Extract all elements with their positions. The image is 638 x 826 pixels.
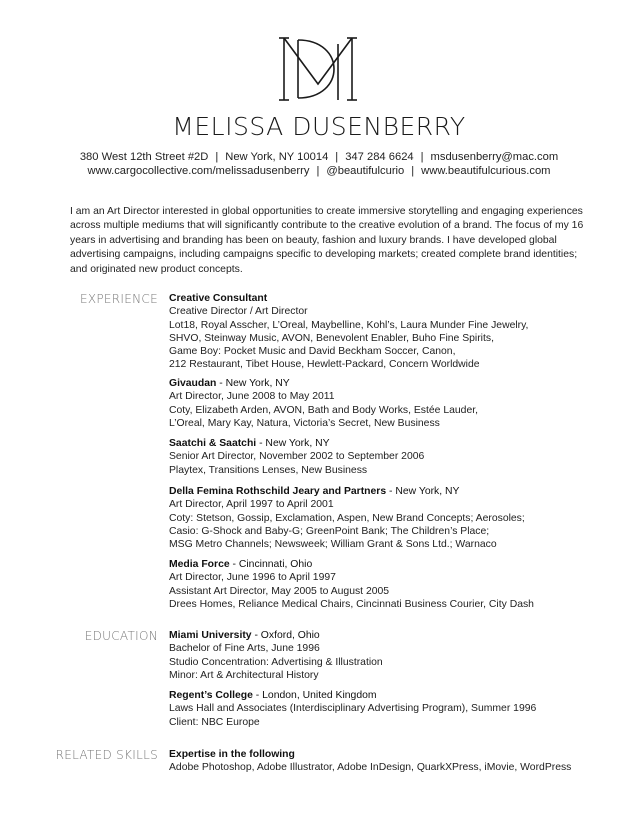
entry-location: - London, United Kingdom [252, 690, 377, 701]
entry-line: Art Director, June 1996 to April 1997 [169, 572, 336, 584]
separator: | [316, 165, 320, 177]
entry-heading [169, 292, 629, 305]
contact-line-2 [0, 163, 638, 179]
entry-line: Coty: Stetson, Gossip, Exclamation, Aspen, New Brand Concepts; Aerosoles; [169, 512, 525, 524]
entry-heading [169, 748, 629, 761]
entry-line: Art Director, June 2008 to May 2011 [169, 391, 335, 403]
entry-heading [169, 377, 629, 390]
entry-org: Saatchi & Saatchi [169, 438, 257, 449]
portfolio-link[interactable]: www.cargocollective.com/melissadusenberry [87, 165, 310, 177]
entry-line: Drees Homes, Reliance Medical Chairs, Cincinnati Business Courier, City Dash [169, 598, 534, 610]
skills-label: RELATED SKILLS [55, 748, 158, 762]
entry-line: Game Boy: Pocket Music and David Beckham Soccer, Canon, [169, 346, 456, 358]
social-handle[interactable]: @beautifulcurio [326, 165, 405, 177]
separator: | [215, 151, 219, 163]
entry-line: Studio Concentration: Advertising & Illustration [169, 656, 383, 668]
entry-location: - New York, NY [216, 378, 290, 389]
experience-entry [169, 377, 629, 430]
entry-heading [169, 629, 629, 642]
entry-line: 212 Restaurant, Tibet House, Hewlett-Packard, Concern Worldwide [169, 359, 480, 371]
entry-org: Media Force [169, 559, 230, 570]
entry-line: MSG Metro Channels; Newsweek; William Grant & Sons Ltd.; Warnaco [169, 539, 497, 551]
entry-line: SHVO, Steinway Music, AVON, Benevolent Enabler, Buho Fine Spirits, [169, 332, 494, 344]
education-label: EDUCATION [84, 629, 158, 643]
education-entry [169, 689, 629, 729]
entry-org: Creative Consultant [169, 293, 268, 304]
entry-line: Coty, Elizabeth Arden, AVON, Bath and Body Works, Estée Lauder, [169, 404, 479, 416]
entry-line: Assistant Art Director, May 2005 to August 2005 [169, 585, 390, 597]
entry-org: Expertise in the following [169, 749, 295, 760]
entry-org: Della Femina Rothschild Jeary and Partners [169, 486, 387, 497]
entry-location: - Cincinnati, Ohio [229, 559, 313, 570]
address-street: 380 West 12th Street #2D [79, 151, 209, 163]
education-entry [169, 629, 629, 682]
experience-label: EXPERIENCE [79, 292, 158, 306]
entry-line: Client: NBC Europe [169, 716, 260, 728]
summary-paragraph: I am an Art Director interested in global opportunities to create immersive storytelling and engaging experiences across multiple mediums that will significantly contribute to the creative evolution of a brand. The focus of my 16 years in advertising and branding has been on beauty, fashion and luxury brands. I have developed global advertising campaigns, including campaigns specific to developing markets; created complete brand identities; and originated new product concepts. [70, 206, 584, 275]
entry-location: - Oxford, Ohio [251, 630, 320, 641]
address-city: New York, NY 10014 [225, 151, 329, 163]
entry-org: Givaudan [169, 378, 217, 389]
entry-line: Minor: Art & Architectural History [169, 669, 319, 681]
candidate-name: MELISSA DUSENBERRY [172, 112, 466, 141]
entry-heading [169, 485, 629, 498]
entry-heading [169, 558, 629, 571]
entry-org: Miami University [169, 630, 252, 641]
entry-line: Playtex, Transitions Lenses, New Business [169, 464, 368, 476]
separator: | [411, 165, 415, 177]
entry-line: Laws Hall and Associates (Interdisciplinary Advertising Program), Summer 1996 [169, 703, 537, 715]
website-link[interactable]: www.beautifulcurious.com [421, 165, 551, 177]
entry-line: L’Oreal, Mary Kay, Natura, Victoria’s Secret, New Business [169, 417, 440, 429]
entry-heading [169, 689, 629, 702]
entry-location: - New York, NY [256, 438, 330, 449]
experience-entry [169, 485, 629, 551]
entry-line: Creative Director / Art Director [169, 306, 308, 318]
entry-location: - New York, NY [386, 486, 460, 497]
experience-entry [169, 558, 629, 611]
experience-entry [169, 292, 629, 372]
entry-line: Lot18, Royal Asscher, L’Oreal, Maybelline, Kohl’s, Laura Munder Fine Jewelry, [169, 319, 529, 331]
entry-line: Bachelor of Fine Arts, June 1996 [169, 643, 320, 655]
entry-org: Regent’s College [169, 690, 253, 701]
skills-entry [169, 748, 629, 775]
email-link[interactable]: msdusenberry@mac.com [430, 151, 559, 163]
entry-line: Adobe Photoshop, Adobe Illustrator, Adobe InDesign, QuarkXPress, iMovie, WordPress [169, 762, 572, 774]
separator: | [420, 151, 424, 163]
entry-line: Senior Art Director, November 2002 to September 2006 [169, 451, 425, 463]
entry-line: Casio: G-Shock and Baby-G; GreenPoint Bank; The Children’s Place; [169, 525, 490, 537]
experience-entry [169, 437, 629, 477]
phone-number: 347 284 6624 [345, 151, 414, 163]
entry-heading [169, 437, 629, 450]
entry-line: Art Director, April 1997 to April 2001 [169, 499, 334, 511]
monogram-logo [276, 32, 360, 106]
separator: | [335, 151, 339, 163]
